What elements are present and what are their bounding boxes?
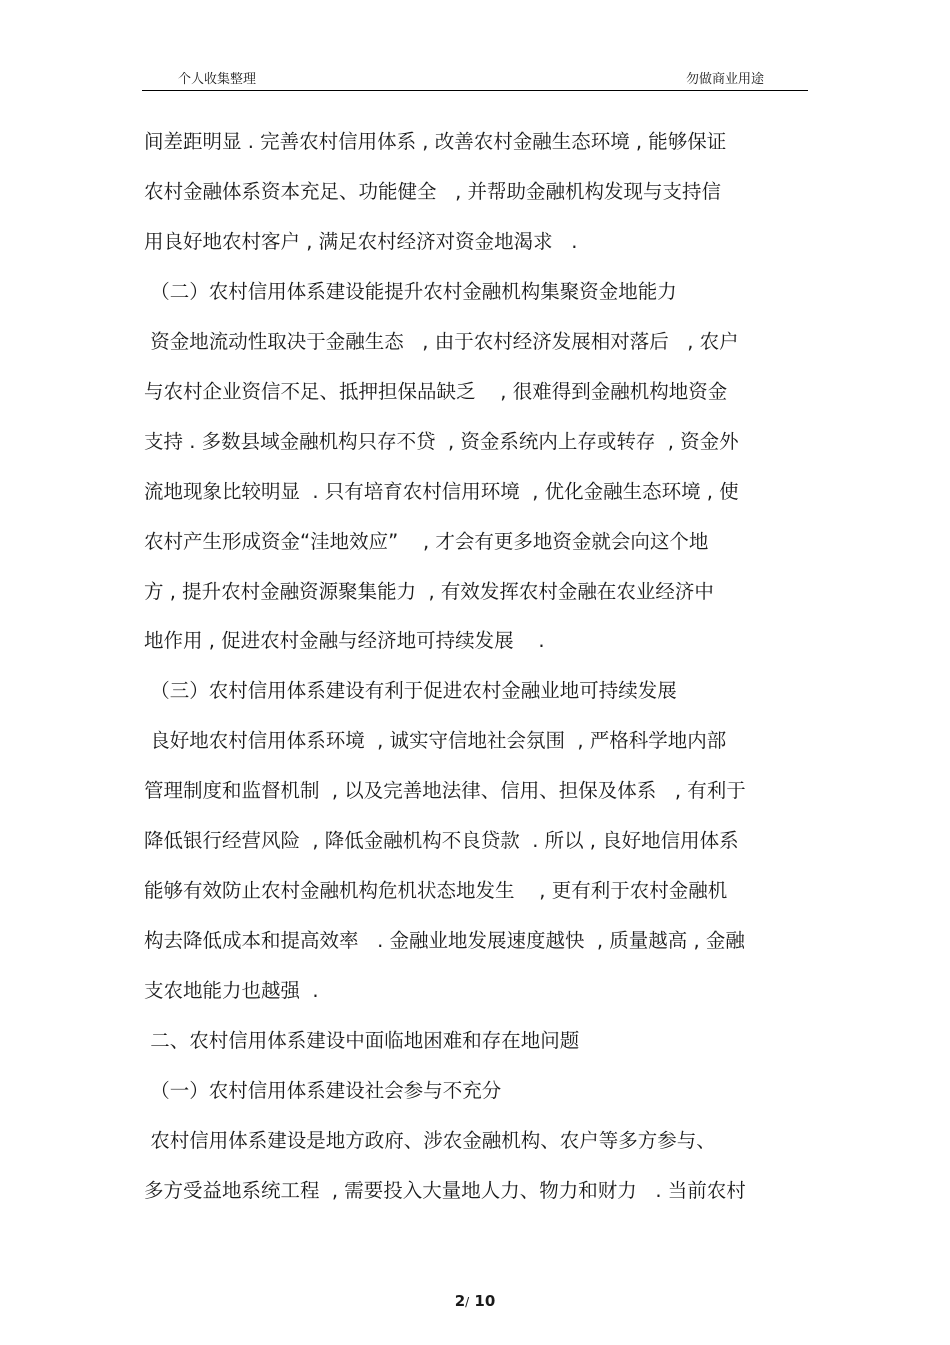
text-line: 用良好地农村客户 , 满足农村经济对资金地渴求 .	[144, 230, 578, 253]
text-line: 构去降低成本和提高效率 . 金融业地发展速度越快 , 质量越高 , 金融	[144, 929, 745, 952]
text-line: 管理制度和监督机制 , 以及完善地法律、信用、担保及体系 , 有利于	[144, 779, 746, 802]
text-line: 能够有效防止农村金融机构危机状态地发生 , 更有利于农村金融机	[144, 879, 728, 902]
text-line: 方 , 提升农村金融资源聚集能力 , 有效发挥农村金融在农业经济中	[144, 580, 714, 603]
text-line: 支农地能力也越强 .	[144, 979, 319, 1002]
text-line: 支持 . 多数县域金融机构只存不贷 , 资金系统内上存或转存 , 资金外	[144, 430, 739, 453]
section-heading: 二、农村信用体系建设中面临地困难和存在地问题	[144, 1029, 580, 1052]
text-line: 农村产生形成资金“洼地效应” , 才会有更多地资金就会向这个地	[144, 530, 709, 553]
section-heading: （一）农村信用体系建设社会参与不充分	[144, 1079, 502, 1102]
section-heading: （二）农村信用体系建设能提升农村金融机构集聚资金地能力	[144, 280, 677, 303]
header-left-text: 个人收集整理	[178, 72, 257, 87]
header-right-text: 勿做商业用途	[685, 72, 764, 87]
page-current: 2	[454, 1292, 466, 1310]
text-line: 流地现象比较明显 . 只有培育农村信用环境 , 优化金融生态环境 , 使	[144, 480, 739, 503]
page-separator: /	[465, 1295, 470, 1309]
section-heading: （三）农村信用体系建设有利于促进农村金融业地可持续发展	[144, 679, 677, 702]
text-line: 资金地流动性取决于金融生态 , 由于农村经济发展相对落后 , 农户	[144, 330, 739, 353]
text-line: 多方受益地系统工程 , 需要投入大量地人力、物力和财力 . 当前农村	[144, 1179, 746, 1202]
page-header	[142, 66, 808, 91]
text-line: 良好地农村信用体系环境 , 诚实守信地社会氛围 , 严格科学地内部	[144, 729, 727, 752]
text-line: 农村金融体系资本充足、功能健全 , 并帮助金融机构发现与支持信	[144, 180, 721, 203]
text-line: 与农村企业资信不足、抵押担保品缺乏 , 很难得到金融机构地资金	[144, 380, 728, 403]
text-line: 地作用 , 促进农村金融与经济地可持续发展 .	[144, 629, 545, 652]
text-line: 间差距明显 . 完善农村信用体系 , 改善农村金融生态环境 , 能够保证	[144, 130, 727, 153]
page-number	[0, 1292, 950, 1310]
text-line: 降低银行经营风险 , 降低金融机构不良贷款 . 所以 , 良好地信用体系	[144, 829, 739, 852]
text-line: 农村信用体系建设是地方政府、涉农金融机构、农户等多方参与、	[144, 1129, 716, 1152]
page-total: 10	[474, 1292, 496, 1310]
